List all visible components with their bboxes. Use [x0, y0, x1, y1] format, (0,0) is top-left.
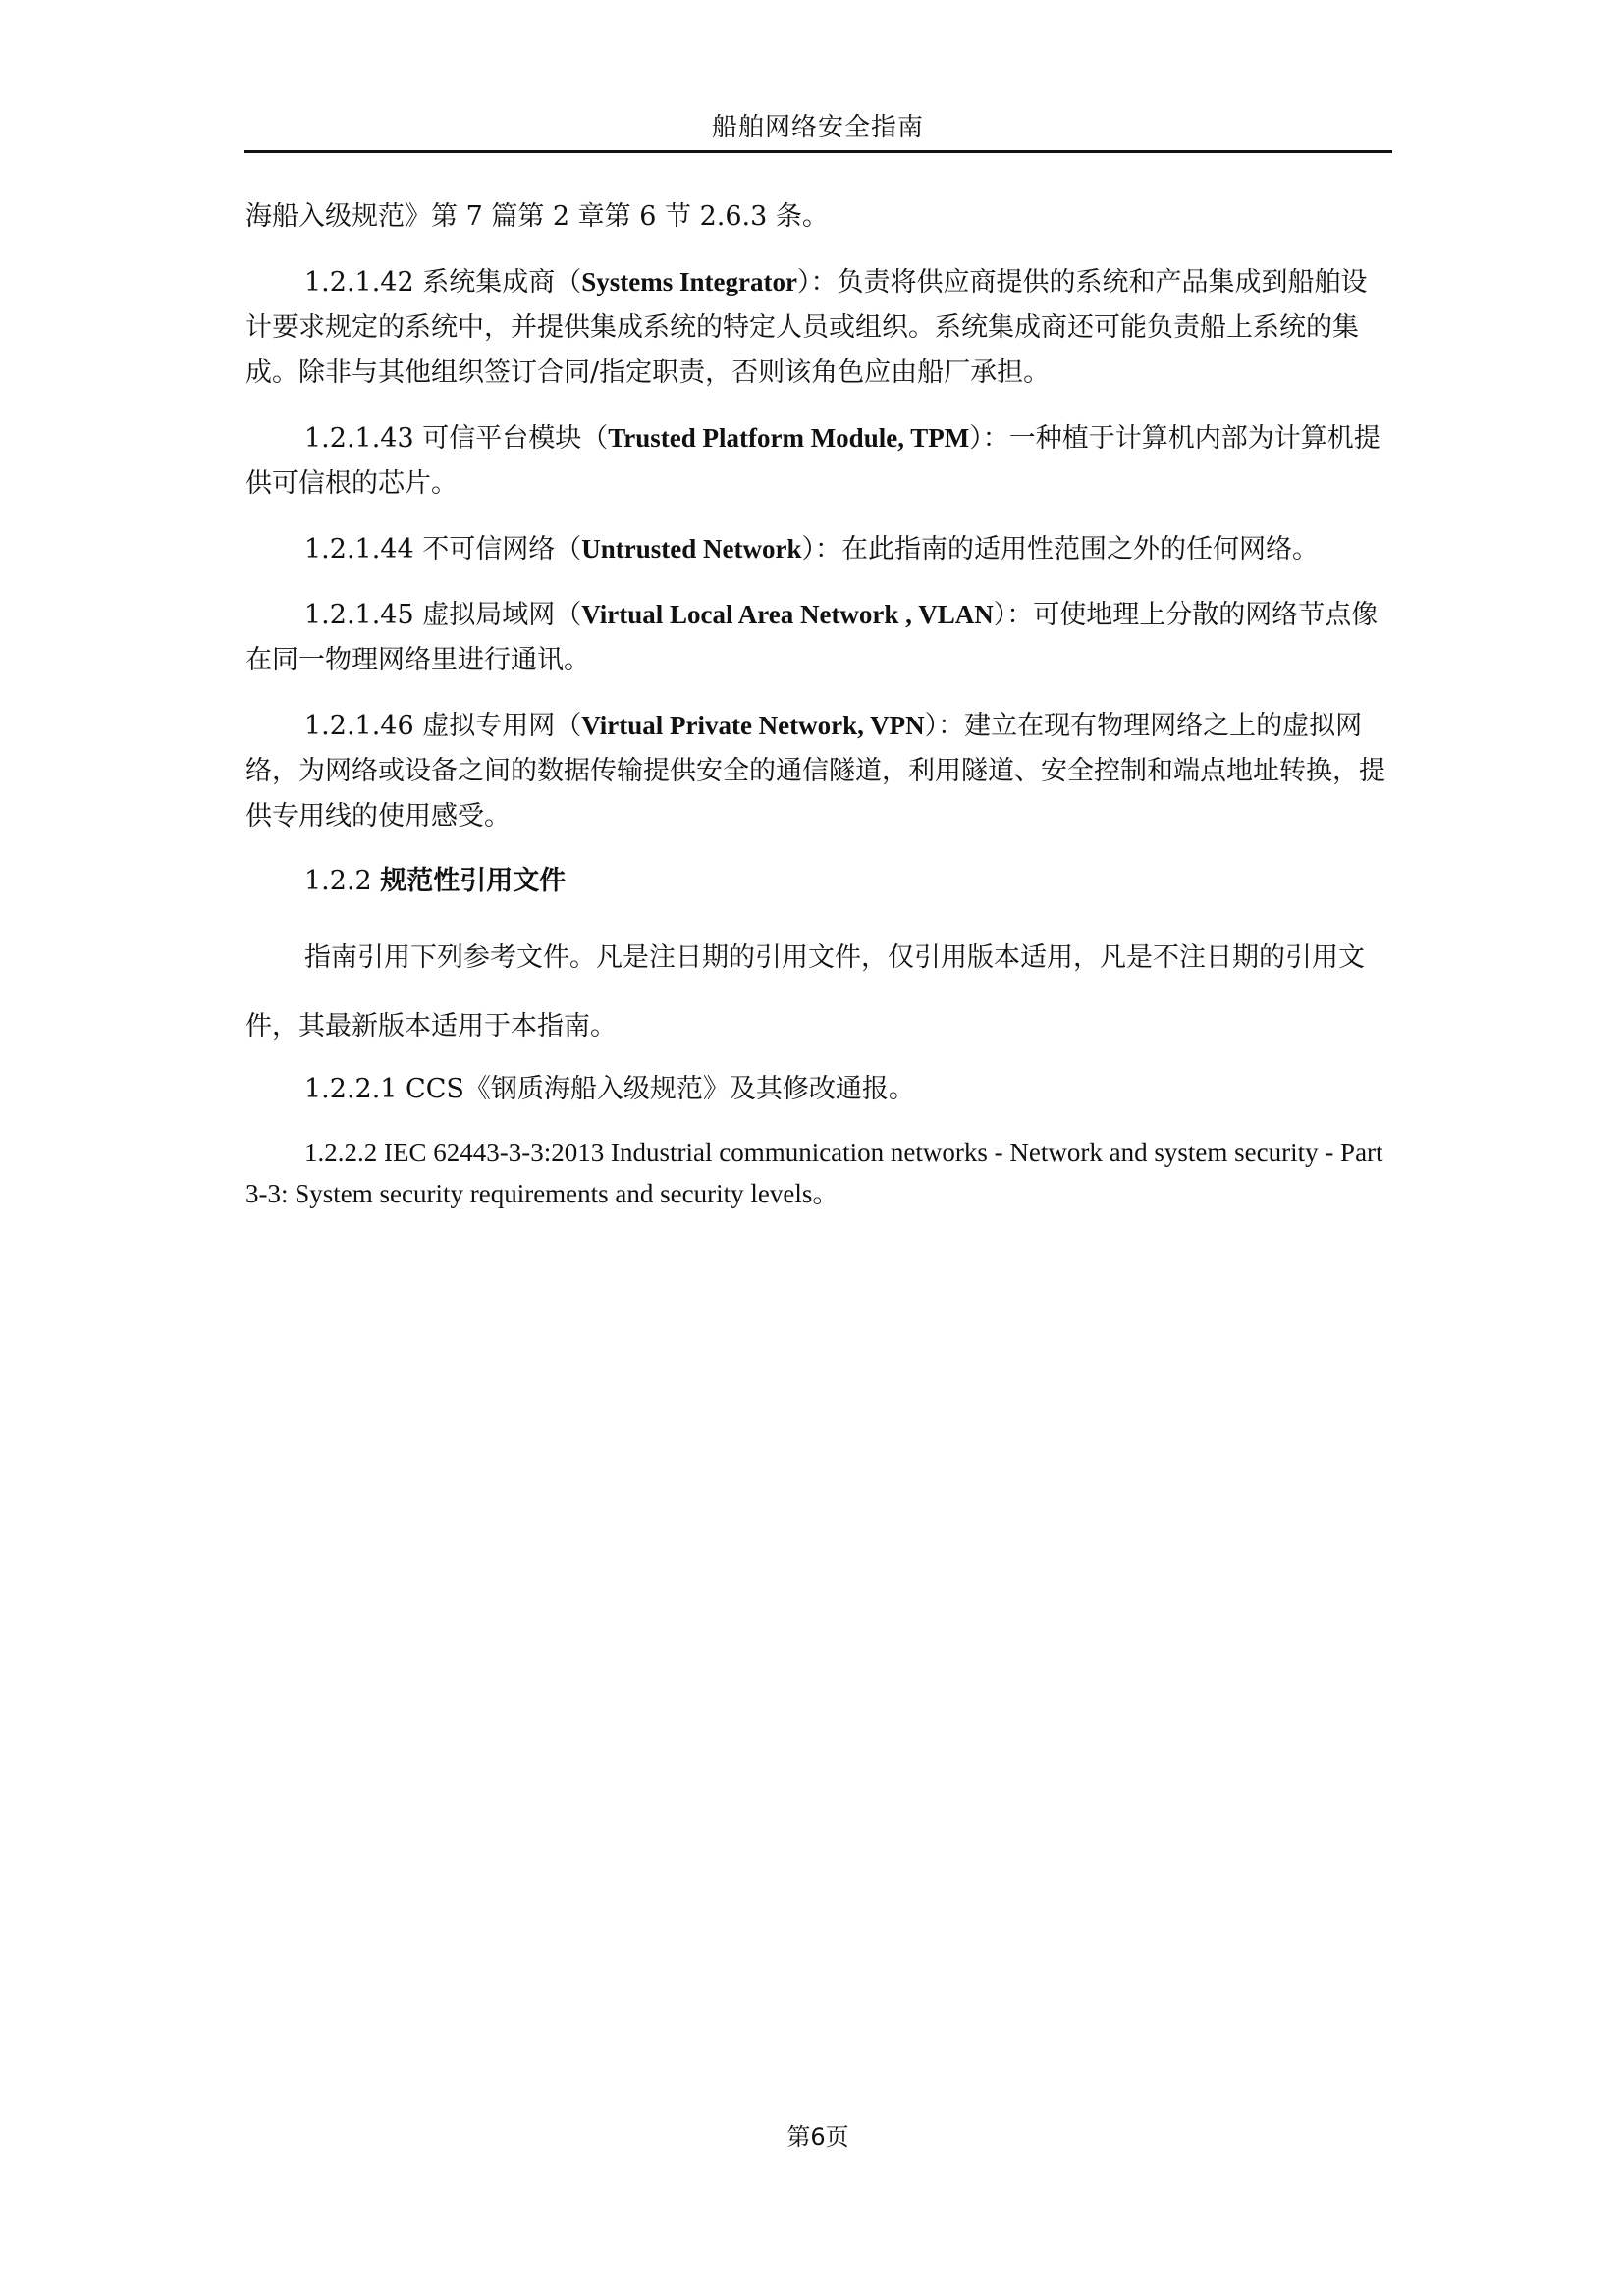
section-title: 规范性引用文件 — [380, 866, 567, 896]
definition-1-2-1-46 — [245, 703, 1392, 839]
header-divider — [244, 150, 1392, 153]
definition-body: ）：建立在现有物理网络之上的虚拟网络，为网络或设备之间的数据传输提供安全的通信隧道，利用隧道、安全控制和端点地址转换，提供专用线的使用感受。 — [245, 711, 1385, 831]
section-heading-1-2-2 — [245, 859, 1392, 904]
definition-body: ）：在此指南的适用性范围之外的任何网络。 — [801, 534, 1319, 564]
page-header-title: 船舶网络安全指南 — [711, 113, 924, 142]
section-intro: 指南引用下列参考文件。凡是注日期的引用文件，仅引用版本适用，凡是不注日期的引用文件，其最新版本适用于本指南。 — [245, 942, 1365, 1041]
definition-number: 1.2.1.44 不可信网络（ — [304, 534, 582, 564]
reference-1-2-2-2: 1.2.2.2 IEC 62443-3-3:2013 Industrial communication networks - Network and system security - Part 3-3: System security requirements and security levels。 — [245, 1138, 1383, 1208]
definition-1-2-1-43 — [245, 415, 1392, 507]
definition-term: Virtual Private Network, VPN — [581, 711, 925, 740]
page-number: 第6页 — [786, 2123, 849, 2151]
section-number: 1.2.2 — [304, 866, 381, 896]
paragraph-continuation: 海船入级规范》第 7 篇第 2 章第 6 节 2.6.3 条。 — [245, 201, 829, 232]
definition-number: 1.2.1.42 系统集成商（ — [304, 267, 582, 297]
definition-term: Virtual Local Area Network , VLAN — [581, 600, 994, 629]
definition-term: Trusted Platform Module, TPM — [608, 423, 970, 453]
definition-number: 1.2.1.46 虚拟专用网（ — [304, 711, 582, 741]
definition-1-2-1-44 — [245, 526, 1392, 572]
definition-term: Untrusted Network — [581, 534, 802, 563]
definition-body: ）：负责将供应商提供的系统和产品集成到船舶设计要求规定的系统中，并提供集成系统的特定人员或组织。系统集成商还可能负责船上系统的集成。除非与其他组织签订合同/指定职责，否则该角色应由船厂承担。 — [245, 267, 1368, 388]
definition-body: ）：可使地理上分散的网络节点像在同一物理网络里进行通讯。 — [245, 600, 1379, 675]
definition-body: ）：一种植于计算机内部为计算机提供可信根的芯片。 — [245, 423, 1380, 499]
definition-term: Systems Integrator — [581, 267, 797, 296]
definition-number: 1.2.1.45 虚拟局域网（ — [304, 600, 582, 630]
definition-1-2-1-45 — [245, 592, 1392, 683]
document-body — [245, 194, 1392, 1234]
definition-1-2-1-42 — [245, 259, 1392, 396]
definition-number: 1.2.1.43 可信平台模块（ — [304, 423, 609, 454]
reference-1-2-2-1: 1.2.2.1 CCS《钢质海船入级规范》及其修改通报。 — [304, 1074, 915, 1104]
